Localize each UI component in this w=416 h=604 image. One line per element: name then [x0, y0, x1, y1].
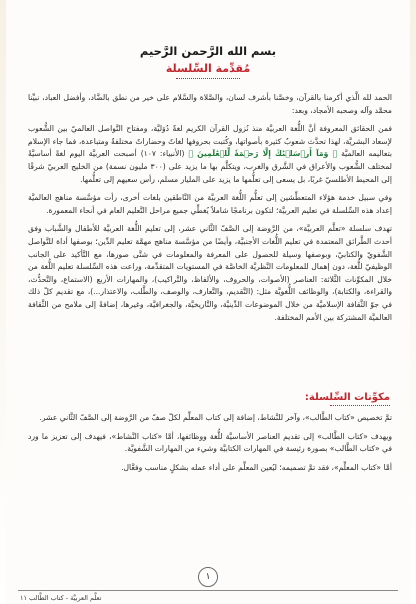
footer-book-label: تعلَّم العربيَّة - كتاب الطَّالب ١١: [20, 594, 102, 602]
intro-text: (الأنبياء: ١٠٧) أصبحت العربيَّة اليوم لغةً أساسيَّةً لمختلف الشُّعوب والأعراق في الشَّرق والغرب، ويتكلَّم بها ما يزيد على (٣٠٠ مليون نسمة) من الخليج العربيّ شرقًا إلى المحيط الأطلسيّ غربًا، بل يسعى إلى تعلُّمها ما يزيد على المليار مسلم، رأس سعيهم إلى تعلُّمها.: [28, 149, 392, 184]
components-paragraph: ويهدف «كتاب الطَّالب» إلى تقديم العناصر الأساسيَّة للُّغة ووظائفها، أمَّا «كتاب النَّشاط»، فيهدف إلى تعزيز ما ورد في «كتاب الطَّالب» بصورة رئيسة في المهارات الكتابيَّة وشيء من المهارات الشَّفويَّة.: [28, 431, 392, 454]
introduction-body: [28, 92, 392, 330]
basmala-heading: بسم الله الرَّحمن الرَّحيم: [139, 44, 277, 58]
intro-paragraph: الحمد لله الَّذي أكرمنا بالقرآن، وخصَّنا بأشرف لسان، والصَّلاة والسَّلام على خير من نطق بالضَّاد، وأفضل العباد، نبيِّنا محمَّد وآله وصحبه الأمجاد، وبعد:: [28, 93, 392, 115]
intro-paragraph: وفي سبيل خدمة هؤلاء المتعطِّشين إلى تعلُّم اللُّغة العربيَّة من النَّاطقين بلغات أخرى، رأت مؤسَّسة مناهج العالميَّة إعداد هذه السِّلسلة في تعليم العربيَّة؛ لتكون برنامجًا شاملاً يُغطِّي جميع مراحل التَّعليم العام في أنحاء المعمورة.: [28, 193, 392, 215]
intro-paragraph: [28, 123, 392, 186]
intro-paragraph: تهدف سلسلة «تعلَّم العربيَّة»، من الرَّوضة إلى الصَّفّ الثَّاني عشر، إلى تعليم اللُّغة العربيَّة للأطفال والشَّباب وفق أحدث الطَّرائق المعتمدة في تعليم اللُّغات الأجنبيَّة، وأيضًا من مؤسَّسة مناهج مهمَّة تعليم الدِّين؛ بوصفها أداة للتَّواصل الشَّفويّ والكتابيّ، وبوصفها وسيلة للحصول على المعرفة والمعلومات في شتَّى صورها، مع التَّأكيد على الجانب الوظيفيّ للُّغة، دون إهمال للمعلومات النَّظريَّة الخاصَّة في المستويات المتقدِّمة، وراعت هذه السِّلسلة تعليم اللُّغة من خلال المكوِّنات الثَّلاثة: العناصر (الأصوات، والحروف، والألفاظ، والتَّراكيب)، والمهارات الأربع (الاستماع، والتَّحدُّث، والقراءة، والكتابة)، والوظائف اللُّغويَّة مثل: (التَّقديم، والتَّعارف، والوصف، والطَّلب، والاعتذار...)، مع تقديم كلّ ذلك في جوّ الثَّقافة الإسلاميَّة من خلال الموضوعات الدِّينيَّة، والتَّاريخيَّة، والجغرافيَّة، وغيرها، إضافةً إلى ملامح من الثَّقافة العالميَّة المشتركة بين الأمم المختلفة.: [28, 224, 392, 322]
components-paragraph: أمَّا «كتاب المعلِّم»، فقد تمَّ تصميمه؛ ليُعين المعلِّم على أداء عمله بشكلٍ مناسب وفعَّال.: [121, 462, 392, 472]
intro-text: فمن الحقائق المعروفة أنَّ اللُّغة العربيَّة منذ نُزول القرآن الكريم لغةٌ دُوَليَّة، ومفتاح التَّواصل العالميّ بين الشُّعوب لإسعاد البشريَّة، لهذا تحدَّث شعوبٌ كثيرة بأصواتها، وكُتبت بحروفها لغاتٌ وحضاراتٌ مختلفةٌ ومتباعدة، فما جاء الإسلام بتعاليمه العالميَّة: [28, 124, 392, 159]
components-body: [28, 412, 392, 480]
page-edge-decoration: [410, 0, 416, 604]
components-section-title: مكوِّنات السِّلسلة:: [304, 392, 390, 403]
section-underline: [330, 405, 390, 407]
quran-verse: ﴿ وَمَآ أَرۡسَلۡنَٰكَ إِلَّا رَحۡمَةٗ لِّلۡعَٰلَمِينَ ﴾: [188, 149, 338, 159]
series-introduction-title: مُقدِّمة السِّلسلة: [165, 62, 251, 75]
page-number: ١: [198, 567, 218, 587]
title-underline: [176, 78, 240, 80]
components-paragraph: تمَّ تخصيص «كتاب الطَّالب»، وآخر للنَّشاط، إضافة إلى كتاب المعلِّم لكلّ صفّ من الرَّوضة إلى الصَّفّ الثَّاني عشر.: [39, 413, 392, 422]
page-edge-decoration: [0, 0, 6, 604]
footer-divider: [18, 590, 398, 591]
